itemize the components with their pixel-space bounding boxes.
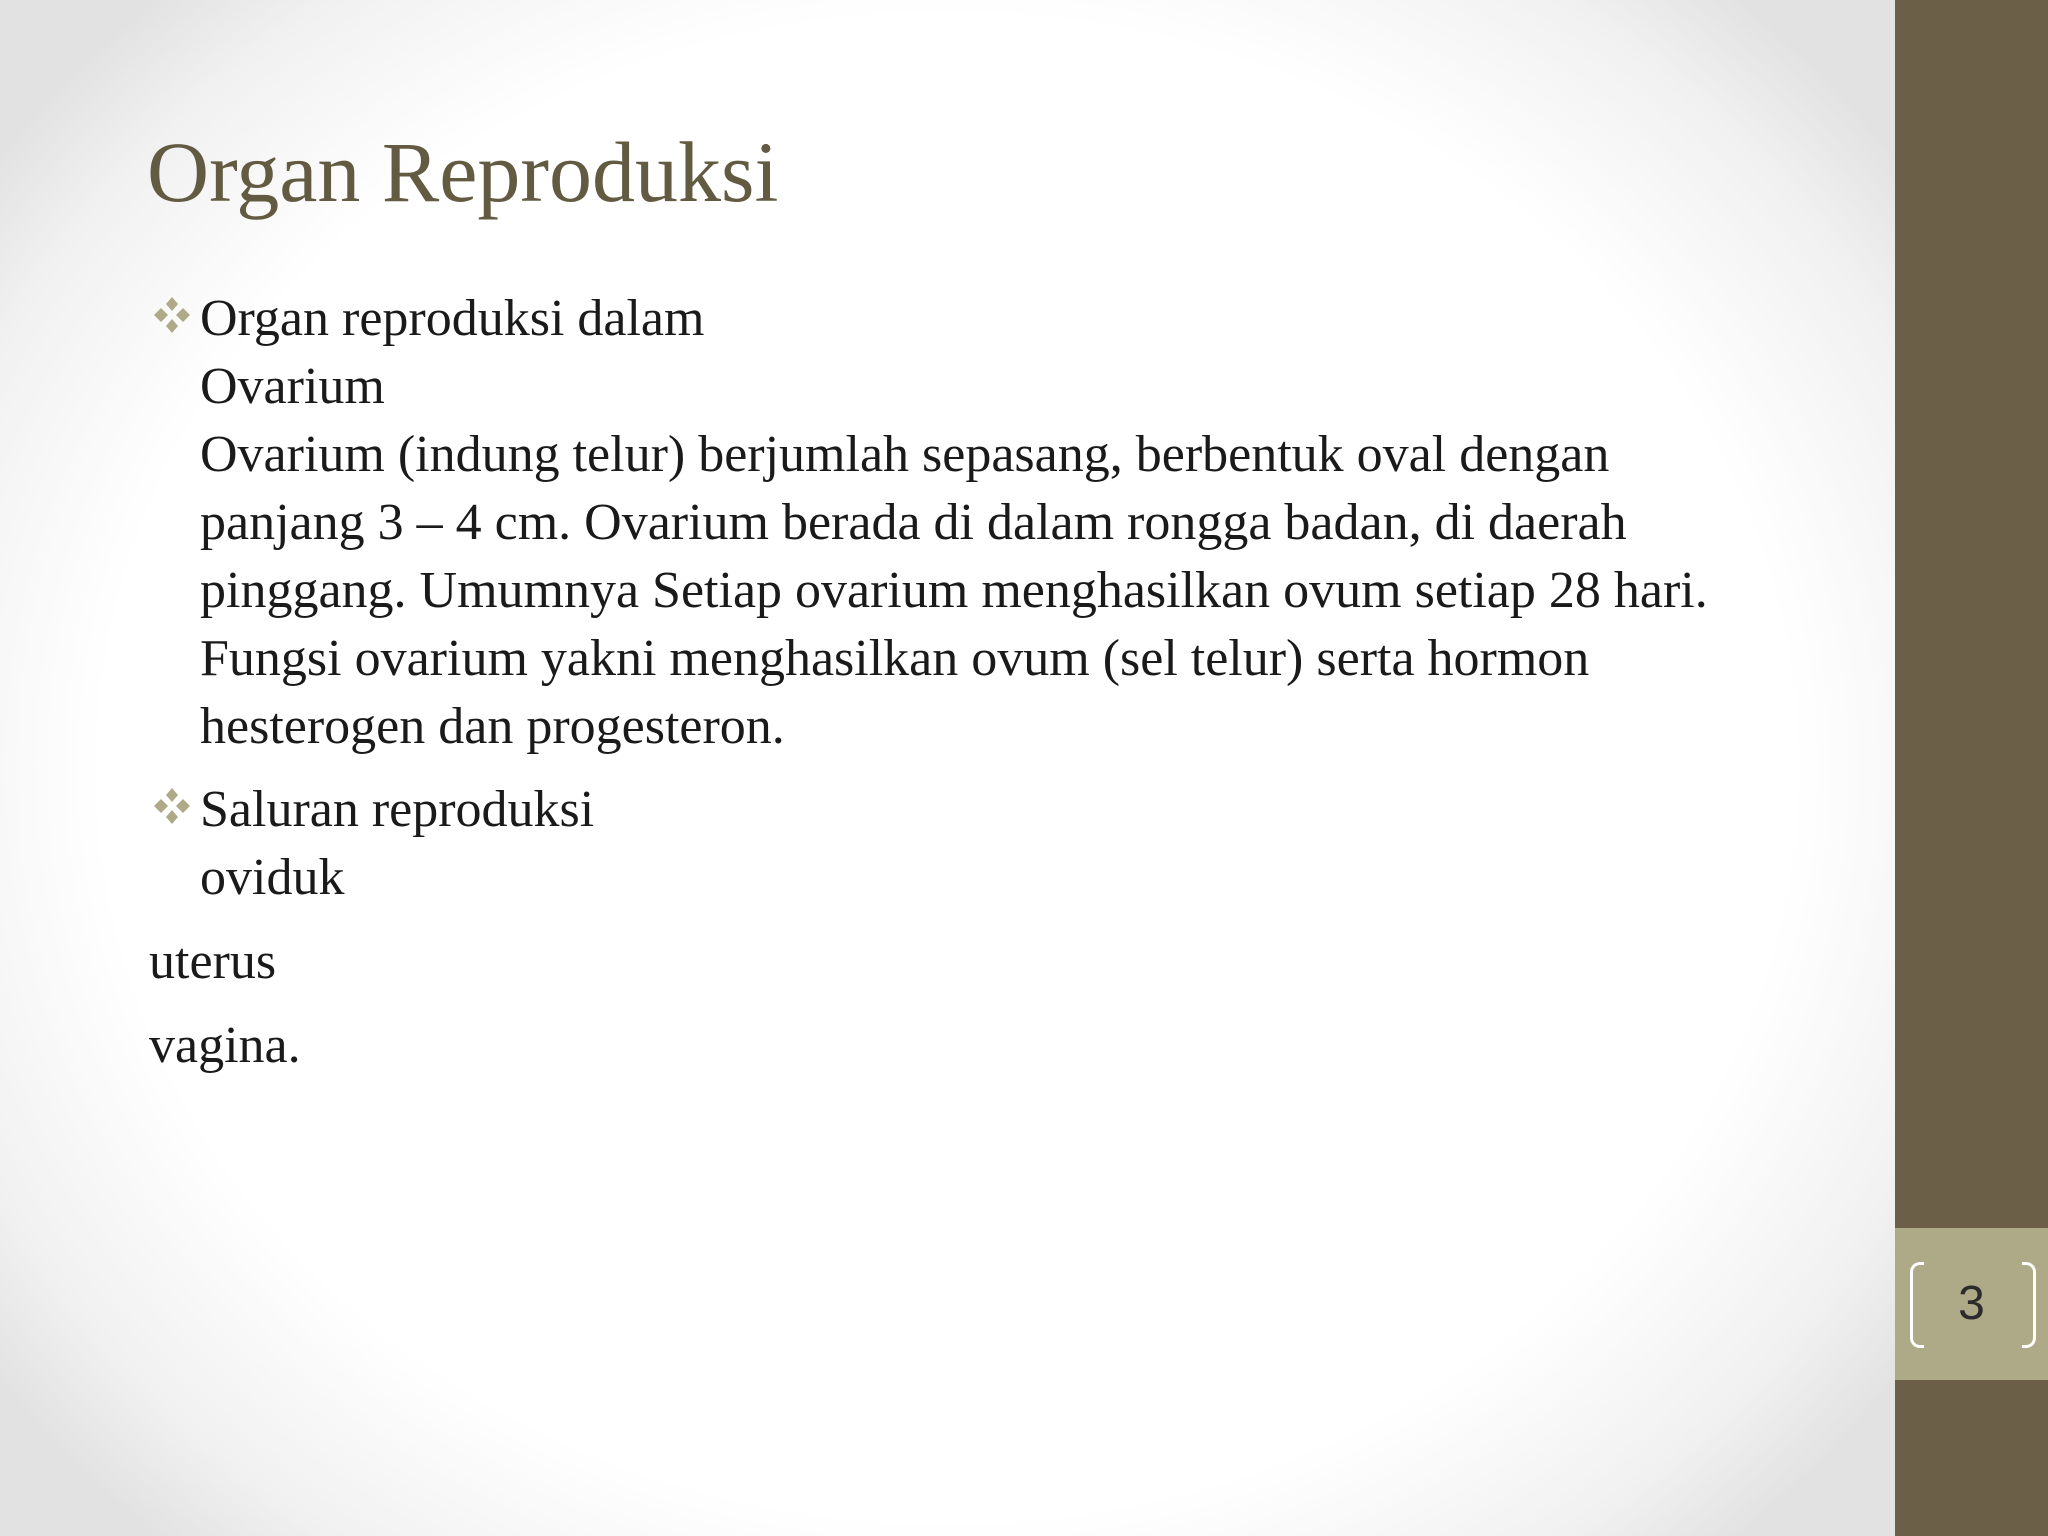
bullet-saluran-reproduksi	[200, 776, 594, 912]
page-number-box	[1895, 1228, 2048, 1380]
bullet-organ-reproduksi-dalam	[200, 285, 1708, 761]
page-number: 3	[1958, 1277, 1985, 1330]
slide-title: Organ Reproduksi	[147, 124, 779, 220]
four-diamond-bullet-icon	[152, 295, 192, 335]
body-line: pinggang. Umumnya Setiap ovarium menghasilkan ovum setiap 28 hari.	[200, 562, 1708, 619]
body-line: hesterogen dan progesteron.	[200, 698, 785, 755]
bullet-heading: Saluran reproduksi	[200, 781, 595, 838]
plain-line-uterus: uterus	[149, 933, 277, 990]
plain-line-vagina: vagina.	[149, 1017, 301, 1074]
body-line: Ovarium	[200, 358, 385, 415]
body-line: Ovarium (indung telur) berjumlah sepasang, berbentuk oval dengan	[200, 426, 1610, 483]
body-line: Fungsi ovarium yakni menghasilkan ovum (sel telur) serta hormon	[200, 630, 1590, 687]
body-line: panjang 3 – 4 cm. Ovarium berada di dalam rongga badan, di daerah	[200, 494, 1627, 551]
four-diamond-bullet-icon	[152, 786, 192, 826]
body-line: oviduk	[200, 849, 345, 906]
bullet-heading: Organ reproduksi dalam	[200, 290, 705, 347]
